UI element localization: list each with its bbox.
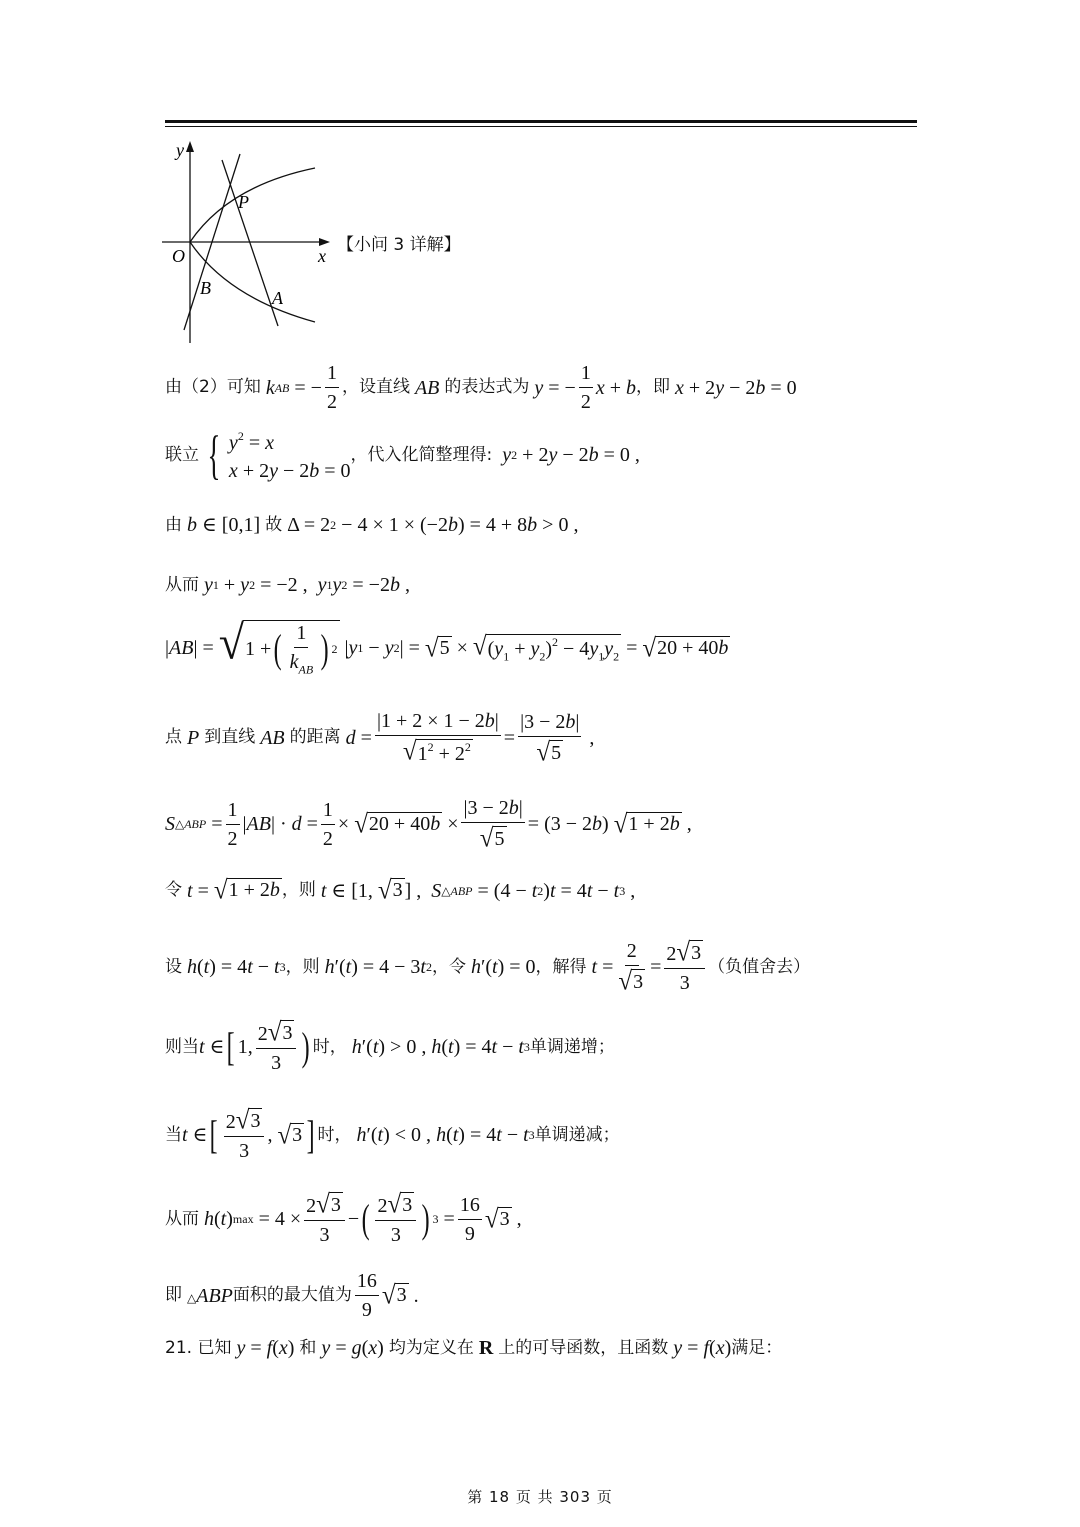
text-l2b: ，代入化简整理得: bbox=[350, 444, 493, 465]
fig-label-b: B bbox=[200, 278, 211, 298]
line-4: 从而 y 1 + y 2 = −2 , y 1 y 2 = −2 b , bbox=[165, 574, 410, 596]
line-3: 由 b ∈ [0,1] 故 Δ = 2 2 − 4 × 1 × (−2 b ) = 4 + 8 b > 0 , bbox=[165, 514, 579, 536]
text-l10b: 时， bbox=[312, 1036, 347, 1057]
header-rule-thin bbox=[165, 126, 917, 127]
text-l11a: 当 bbox=[165, 1124, 182, 1145]
text-l10a: 则当 bbox=[165, 1036, 199, 1057]
text-l3b: 故 bbox=[265, 514, 283, 535]
text-l9a: 设 bbox=[165, 956, 182, 977]
line-2: 联立 { $y^2 = x$ x + 2y − 2b = 0 ，代入化简整理得: y 2 + 2 y − 2 b = 0 , bbox=[165, 425, 640, 485]
text-l9c: ，令 bbox=[431, 956, 466, 977]
fig-label-y: y bbox=[176, 140, 184, 160]
text-l1a: 由（2）可知 bbox=[165, 377, 261, 397]
line-14: 21. 已知 y = f ( x ) 和 y = g ( x ) 均为定义在 R 上的可导函数，且函数 y = f ( x ) 满足： bbox=[165, 1337, 783, 1359]
text-l14c: 均为定义在 bbox=[388, 1337, 474, 1358]
header-rule-thick bbox=[165, 120, 917, 123]
fig-label-origin: O bbox=[172, 246, 185, 266]
text-l9b: ，则 bbox=[285, 956, 320, 977]
text-l8b: ，则 bbox=[281, 880, 316, 900]
text-l13a: 即 bbox=[165, 1285, 182, 1305]
line-7: S △ABP = $\frac{1}{2}$ | AB | · d = $\frac{1}{2}$ × √ 20 + 40b × |3 − 2b| √ 5 = (3 − 2 b ) √ 1 + 2b , bbox=[165, 797, 692, 853]
text-l9e: （负值舍去） bbox=[708, 956, 811, 977]
text-l14a: 21. 已知 bbox=[165, 1337, 232, 1358]
fig-label-p: P bbox=[238, 192, 249, 212]
line-11: 当 t ∈ [ 2 √ 3 3 , √ 3 ] 时， h ′( t ) < 0 , h ( t ) = 4 t − t 3 单调递减； bbox=[165, 1106, 620, 1162]
text-l9d: ，解得 bbox=[535, 956, 587, 977]
fig-label-x: x bbox=[318, 246, 326, 266]
text-l4a: 从而 bbox=[165, 574, 199, 595]
line-8: 令 t = √ 1 + 2b ，则 t ∈ [1, √ 3 ] , S △ABP = (4 − t 2 ) t = 4 t − t 3 , bbox=[165, 876, 636, 905]
text-l14b: 和 bbox=[299, 1337, 317, 1358]
line-13: 即 △ABP 面积的最大值为 $\frac{16}{9}$ √ 3 . bbox=[165, 1270, 419, 1321]
text-l13b: 面积的最大值为 bbox=[232, 1285, 352, 1305]
page-footer: 第 18 页 共 303 页 bbox=[467, 1488, 613, 1506]
text-l2a: 联立 bbox=[165, 444, 199, 465]
line-6: 点 P 到直线 AB 的距离 d = |1 + 2 × 1 − 2b| √ $1^2 + 2^2$ = |3 − 2b| √ 5 , bbox=[165, 710, 595, 767]
text-l14d: 上的可导函数，且函数 bbox=[498, 1337, 669, 1358]
text-l8a: 令 bbox=[165, 880, 182, 900]
section-title: 【小问 3 详解】 bbox=[337, 235, 461, 255]
text-l6c: 的距离 bbox=[289, 727, 341, 747]
text-l1c: 的表达式为 bbox=[444, 377, 530, 397]
text-l6a: 点 bbox=[165, 727, 182, 747]
text-l3a: 由 bbox=[165, 514, 182, 535]
text-l10c: 单调递增； bbox=[529, 1036, 615, 1057]
text-l6b: 到直线 bbox=[204, 727, 256, 747]
parabola-figure bbox=[160, 138, 330, 348]
line-9: 设 h ( t ) = 4 t − t 3 ，则 h ′( t ) = 4 − 3 t 2 ，令 h ′( t ) = 0 ，解得 t = 2 √ 3 = 2 √ 3 3 （负值舍去） bbox=[165, 938, 811, 996]
text-l14e: 满足： bbox=[731, 1337, 783, 1358]
fig-label-a: A bbox=[272, 288, 283, 308]
line-12: 从而 h ( t ) max = 4 × 2 √ 3 3 − ( 2 √ 3 3 ) 3 = $\frac{16}{9}$ √ 3 , bbox=[165, 1190, 522, 1246]
line-5: | AB | = √ 1 + ( $\frac{1}{k_{AB}}$ ) 2 | y 1 − y 2 | = √ 5 × √ $(y_1 + y_2)^2 - 4y_1y_2$ = √ 20 + 40b bbox=[165, 615, 729, 677]
text-l11b: 时， bbox=[317, 1124, 352, 1145]
line-10: 则当 t ∈ [ 1, 2 √ 3 3 ) 时， h ′( t ) > 0 , h ( t ) = 4 t − t 3 单调递增； bbox=[165, 1018, 615, 1074]
text-l11c: 单调递减； bbox=[534, 1124, 620, 1145]
text-l12a: 从而 bbox=[165, 1208, 199, 1229]
line-1: 由（2）可知 k AB = − $\frac{1}{2}$ ，设直线 AB 的表达式为 y = − $\frac{1}{2}$ x + b ，即 x + 2 y − 2 b = 0 bbox=[165, 362, 797, 413]
text-l1b: ，设直线 bbox=[341, 377, 410, 397]
text-l1d: ，即 bbox=[636, 377, 671, 397]
